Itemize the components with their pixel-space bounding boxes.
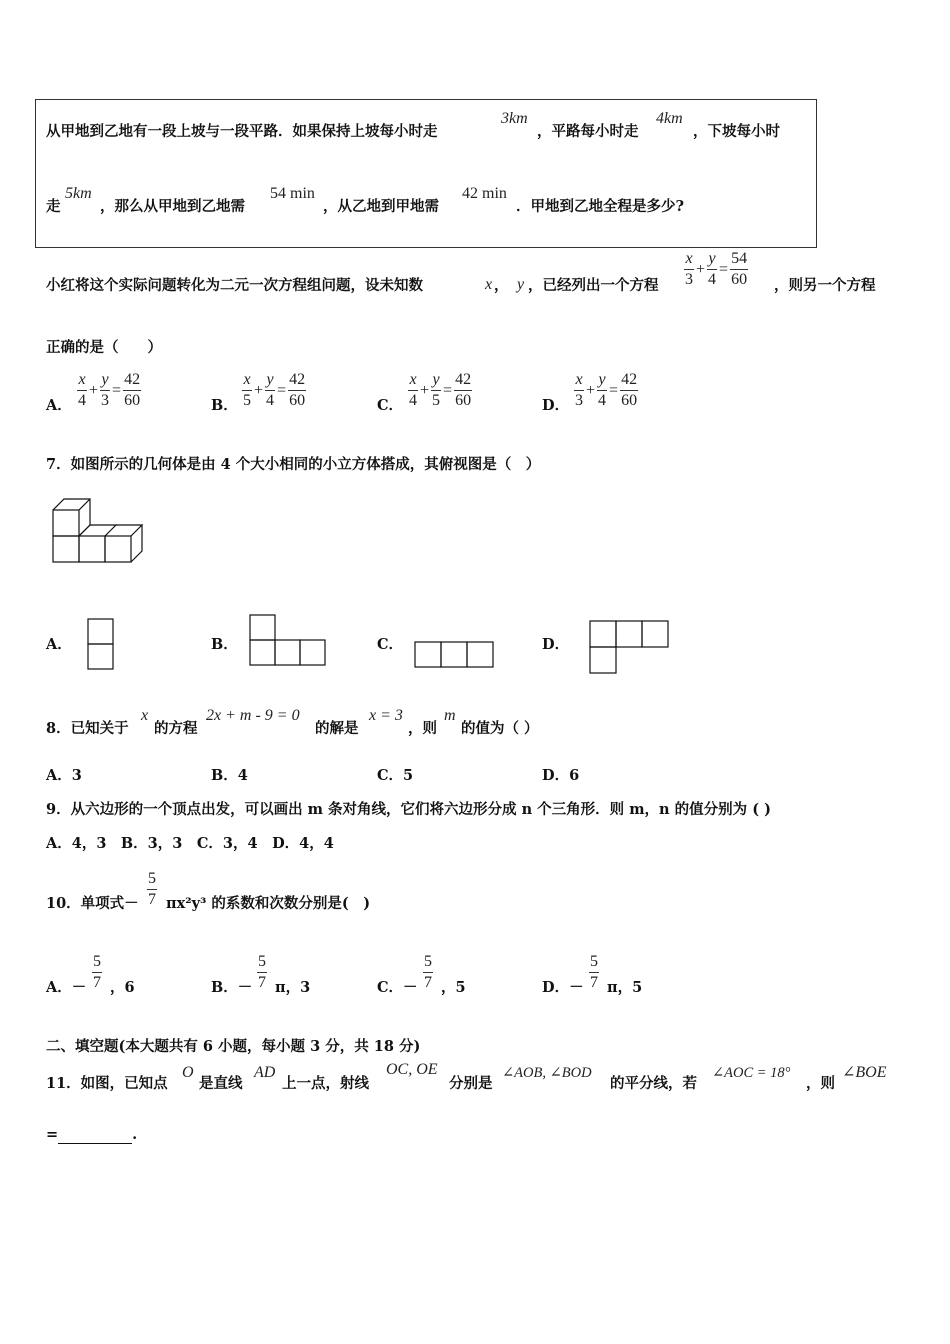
q7-option-b-label: B． xyxy=(211,636,238,653)
frac-den: 4 xyxy=(409,392,417,409)
q6-line3-c: ，则另一个方程 xyxy=(774,277,876,294)
q11-equals: = xyxy=(46,1126,59,1143)
equals-sign: = xyxy=(719,260,729,278)
q10-text-a: 10．单项式－ xyxy=(46,895,139,912)
frac-den: 60 xyxy=(455,392,472,409)
q11-text-c: 上一点，射线 xyxy=(282,1075,369,1092)
q10-option-a-tail: ，6 xyxy=(110,979,135,996)
frac-den: 3 xyxy=(575,392,583,409)
equals-sign: = xyxy=(277,381,287,399)
q11-text-d: 分别是 xyxy=(449,1075,493,1092)
equals-sign: = xyxy=(443,381,453,399)
plus-sign: + xyxy=(420,381,430,399)
frac-den: 4 xyxy=(78,392,86,409)
q6-line2-a: 走 xyxy=(46,198,61,215)
q6-line2-b: ，那么从甲地到乙地需 xyxy=(100,198,245,215)
q10-option-c-fraction[interactable] xyxy=(423,953,433,992)
q11-math-o: O xyxy=(182,1064,194,1081)
frac-num: y xyxy=(597,371,606,391)
q7-option-b-figure[interactable] xyxy=(249,614,329,668)
frac-den: 7 xyxy=(148,891,156,908)
frac-num: x xyxy=(684,250,693,270)
q7-option-c-label: C． xyxy=(377,636,404,653)
q9-options[interactable]: A．4，3 B．3，3 C．3，4 D．4，4 xyxy=(46,835,334,852)
q11-text-a: 11．如图，已知点 xyxy=(46,1075,168,1092)
q6-line2-d: ．甲地到乙地全程是多少? xyxy=(516,198,684,215)
q7-option-a-figure[interactable] xyxy=(87,618,115,672)
frac-num: y xyxy=(100,371,109,391)
q11-math-boe: ∠BOE xyxy=(842,1064,887,1081)
q6-option-c[interactable] xyxy=(408,371,472,410)
q8-option-d[interactable]: D．6 xyxy=(542,767,580,784)
frac-den: 60 xyxy=(621,392,638,409)
q6-line1-a: 从甲地到乙地有一段上坡与一段平路．如果保持上坡每小时走 xyxy=(46,123,438,140)
q6-sep: ， xyxy=(494,277,509,294)
q6-var-x: x xyxy=(485,276,493,293)
q6-option-a[interactable] xyxy=(77,371,141,410)
q8-text-c: 的解是 xyxy=(315,720,359,737)
frac-den: 60 xyxy=(289,392,306,409)
q9-text: 9．从六边形的一个顶点出发，可以画出 m 条对角线，它们将六边形分成 n 个三角形．则 m，n 的值分别为 ( ) xyxy=(46,801,771,818)
q6-option-b-label: B． xyxy=(211,397,238,414)
frac-num: 42 xyxy=(620,371,638,391)
q10-option-d-fraction[interactable] xyxy=(589,953,599,992)
q8-math-m: m xyxy=(444,707,456,724)
q7-solid-figure xyxy=(52,497,148,565)
plus-sign: + xyxy=(254,381,264,399)
q10-option-d-tail: π，5 xyxy=(607,979,643,996)
q11-text-b: 是直线 xyxy=(199,1075,243,1092)
q6-given-equation xyxy=(684,250,748,289)
frac-num: x xyxy=(77,371,86,391)
q10-option-a-label: A．－ xyxy=(46,979,87,996)
q8-math-equation: 2x + m - 9 = 0 xyxy=(206,707,300,724)
q11-text-e: 的平分线，若 xyxy=(610,1075,697,1092)
q11-answer-blank[interactable] xyxy=(58,1129,132,1144)
q8-option-a[interactable]: A．3 xyxy=(46,767,82,784)
q6-math-42min: 42 min xyxy=(462,185,507,202)
q8-math-x: x xyxy=(141,707,149,724)
frac-den: 5 xyxy=(243,392,251,409)
frac-num: x xyxy=(242,371,251,391)
q10-text-b: πx²y³ 的系数和次数分别是( ) xyxy=(166,895,371,912)
q11-math-rays: OC, OE xyxy=(386,1061,438,1078)
q7-option-d-label: D． xyxy=(542,636,570,653)
frac-num: 42 xyxy=(288,371,306,391)
q11-math-ad: AD xyxy=(254,1064,276,1081)
q8-text-d: ，则 xyxy=(408,720,437,737)
frac-num: x xyxy=(408,371,417,391)
frac-num: 5 xyxy=(92,953,102,973)
q10-option-a-fraction[interactable] xyxy=(92,953,102,992)
plus-sign: + xyxy=(586,381,596,399)
q11-answer-line xyxy=(46,1126,137,1144)
q7-option-c-figure[interactable] xyxy=(414,641,496,669)
q6-line1-c: ，下坡每小时 xyxy=(693,123,780,140)
frac-den: 7 xyxy=(590,974,598,991)
equals-sign: = xyxy=(112,381,122,399)
q7-option-a-label: A． xyxy=(46,636,72,653)
frac-num: 5 xyxy=(589,953,599,973)
q6-option-c-label: C． xyxy=(377,397,404,414)
q6-option-d-label: D． xyxy=(542,397,570,414)
frac-den: 7 xyxy=(258,974,266,991)
q10-option-d-label: D．－ xyxy=(542,979,584,996)
q10-fraction xyxy=(147,870,157,909)
plus-sign: + xyxy=(89,381,99,399)
frac-num: 42 xyxy=(123,371,141,391)
q11-text-f: ，则 xyxy=(806,1075,835,1092)
q6-line4: 正确的是（ ） xyxy=(46,339,162,356)
q6-line3-a: 小红将这个实际问题转化为二元一次方程组问题，设未知数 xyxy=(46,277,423,294)
q8-option-b[interactable]: B．4 xyxy=(211,767,248,784)
frac-den: 60 xyxy=(124,392,141,409)
q10-option-b-label: B．－ xyxy=(211,979,253,996)
q8-text-a: 8．已知关于 xyxy=(46,720,129,737)
q11-math-aoc: ∠AOC = 18° xyxy=(712,1065,791,1081)
q6-line3-b: ，已经列出一个方程 xyxy=(528,277,659,294)
q6-option-d[interactable] xyxy=(574,371,638,410)
frac-den: 4 xyxy=(708,271,717,288)
frac-num: y xyxy=(707,250,716,270)
q7-option-d-figure[interactable] xyxy=(589,620,671,676)
q8-text-b: 的方程 xyxy=(154,720,198,737)
frac-num: x xyxy=(574,371,583,391)
q8-text-e: 的值为（ ） xyxy=(461,720,539,737)
frac-num: 5 xyxy=(423,953,433,973)
question-box xyxy=(35,99,817,248)
q10-option-c-label: C．－ xyxy=(377,979,418,996)
q10-option-b-tail: π，3 xyxy=(275,979,311,996)
frac-num: 42 xyxy=(454,371,472,391)
q7-text: 7．如图所示的几何体是由 4 个大小相同的小立方体搭成，其俯视图是（ ） xyxy=(46,456,541,473)
frac-den: 5 xyxy=(432,392,441,409)
section-2-heading: 二、填空题(本大题共有 6 小题，每小题 3 分，共 18 分) xyxy=(46,1038,421,1055)
frac-den: 60 xyxy=(731,271,748,288)
q6-math-54min: 54 min xyxy=(270,185,315,202)
frac-num: y xyxy=(265,371,274,391)
frac-den: 7 xyxy=(93,974,101,991)
q10-option-b-fraction[interactable] xyxy=(257,953,267,992)
frac-num: 5 xyxy=(147,870,157,890)
frac-den: 3 xyxy=(685,271,693,288)
q10-option-c-tail: ，5 xyxy=(441,979,466,996)
plus-sign: + xyxy=(696,260,706,278)
q8-option-c[interactable]: C．5 xyxy=(377,767,414,784)
q6-line1-b: ，平路每小时走 xyxy=(537,123,639,140)
q6-line2-c: ，从乙地到甲地需 xyxy=(323,198,439,215)
q6-var-y: y xyxy=(517,276,525,293)
frac-num: y xyxy=(431,371,440,391)
frac-num: 54 xyxy=(730,250,748,270)
q6-option-a-label: A． xyxy=(46,397,72,414)
frac-den: 4 xyxy=(598,392,607,409)
frac-den: 3 xyxy=(101,392,110,409)
frac-num: 5 xyxy=(257,953,267,973)
q8-math-solution: x = 3 xyxy=(369,707,403,724)
q11-period: . xyxy=(132,1126,138,1143)
q6-math-5km: 5km xyxy=(65,185,92,202)
q6-math-3km: 3km xyxy=(501,110,528,127)
equals-sign: = xyxy=(609,381,619,399)
q11-math-angles: ∠AOB, ∠BOD xyxy=(502,1065,592,1081)
frac-den: 4 xyxy=(266,392,275,409)
q6-option-b[interactable] xyxy=(242,371,306,410)
frac-den: 7 xyxy=(424,974,432,991)
q6-math-4km: 4km xyxy=(656,110,683,127)
